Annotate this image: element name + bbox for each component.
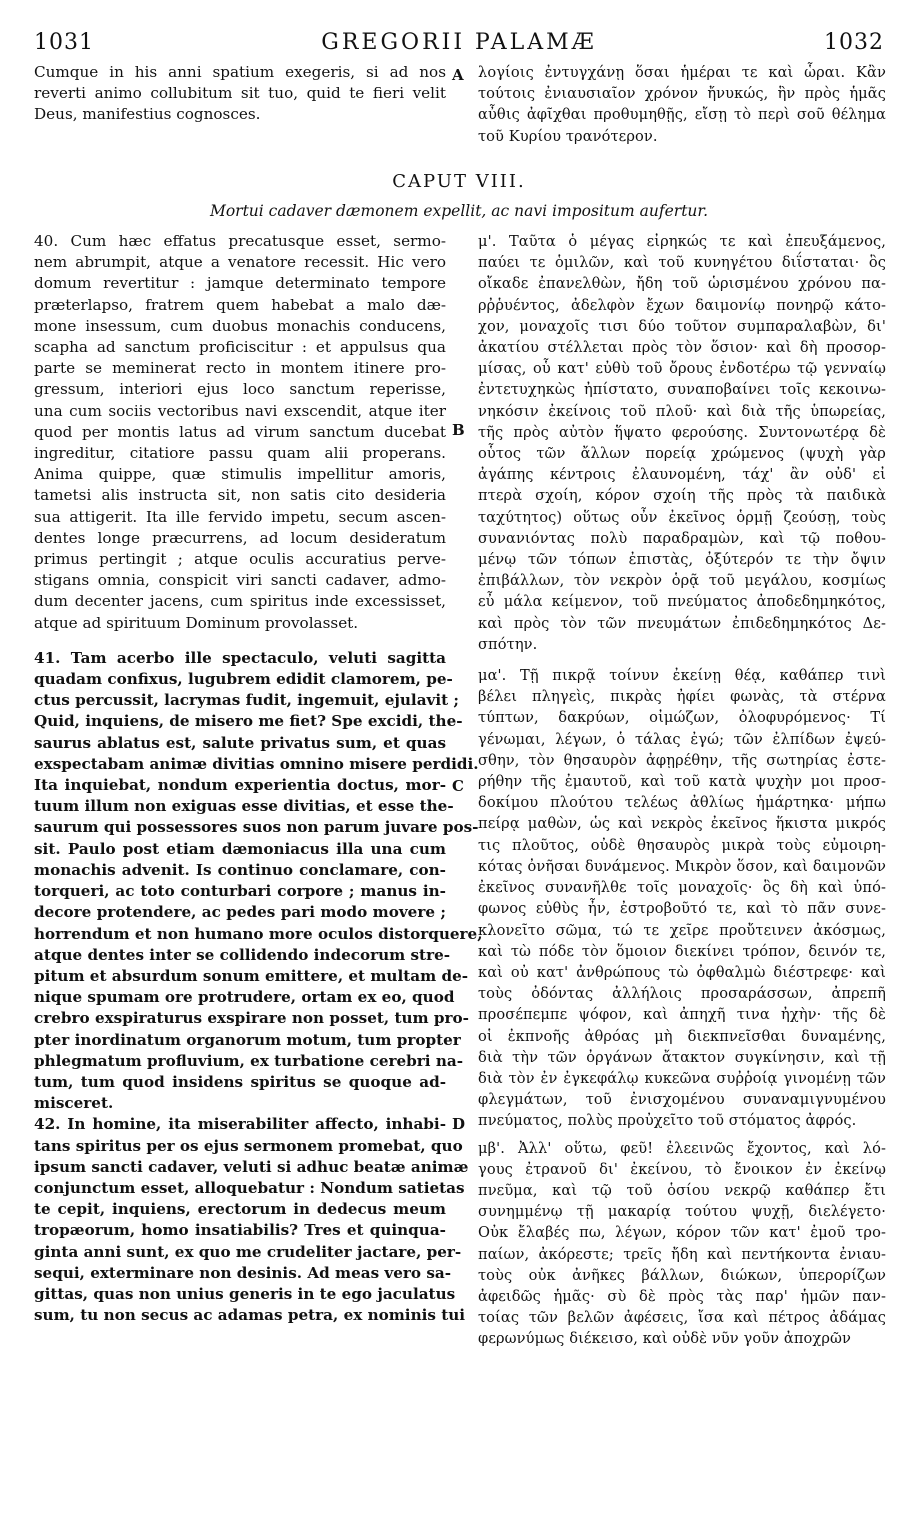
text-line: decore protendere, ac pedes pari modo movere ; — [34, 903, 446, 922]
text-line: ctus percussit, lacrymas fudit, ingemuit, ejulavit ; — [34, 691, 460, 710]
text-line: οἱ ἐκπνοῆς ἀθρόας μὴ διεκπνεῖσθαι δυναμένης, — [478, 1027, 886, 1045]
text-line: ἀγάπης κέντροις ἐλαυνομένη, τάχ' ἂν οὐδ' εἰ — [478, 466, 886, 484]
text-line: συνημμένῳ τῇ μακαρίᾳ τούτου ψυχῇ, διελέγετο· — [478, 1203, 886, 1221]
text-line: τοὺς ὀδόντας ἀλλήλοις προσαράσσων, ἀπρεπῆ — [478, 985, 886, 1003]
text-line: quadam confixus, lugubrem edidit clamorem, pe- — [34, 670, 453, 689]
margin-marker-b: B — [452, 421, 465, 439]
text-line: σπότην. — [478, 635, 538, 653]
text-line: tum, tum quod insidens spiritus se quoque ad- — [34, 1072, 446, 1091]
text-line: προσέπεμπε ψόφον, καὶ ἀπηχῆ τινα ἠχὴν· τῆς δὲ — [478, 1006, 886, 1024]
chapter-heading: CAPUT VIII. — [392, 171, 526, 192]
text-line: μβ'. Ἀλλ' οὕτω, φεῦ! ἐλεεινῶς ἔχοντος, καὶ λό- — [478, 1139, 886, 1157]
text-line: horrendum et non humano more oculos distorquere, — [34, 924, 483, 943]
text-line: ρήθην τῆς ἐμαυτοῦ, καὶ τοῦ κατὰ ψυχὴν μοι προσ- — [478, 773, 886, 791]
margin-marker-a: A — [452, 66, 464, 84]
page-number-left: 1031 — [34, 30, 94, 55]
text-line: misceret. — [34, 1094, 114, 1113]
text-line: συνανιόντας πολὺ παραδραμὼν, καὶ τῷ ποθου- — [478, 529, 886, 547]
text-line: βέλει πληγεὶς, πικρὰς ἠφίει φωνὰς, τὰ στέρνα — [478, 688, 886, 706]
text-line: ingreditur, citatiore passu quam alii properans. — [34, 444, 446, 463]
text-line: mone insessum, cum duobus monachis conducens, — [34, 316, 446, 335]
text-line: ἀκατίου στέλλεται πρὸς τὸν ὅσιον· καὶ δὴ προσορ- — [478, 339, 886, 357]
text-line: ρῤῥυέντος, ἀδελφὸν ἔχων δαιμονίῳ πονηρῷ κάτο- — [478, 296, 886, 314]
text-line: atque dentes inter se collidendo indecorum stre- — [34, 945, 451, 964]
page-header — [34, 30, 884, 60]
text-line: ginta anni sunt, ex quo me crudeliter jactare, per- — [34, 1242, 462, 1261]
text-line: πτερὰ σχοίη, κόρον σχοίη τῆς πρὸς τὰ παιδικὰ — [478, 487, 886, 505]
text-line: τύπτων, δακρύων, οἰμώζων, ὀλοφυρόμενος· Τί — [478, 709, 886, 727]
text-line: Ita inquiebat, nondum experientia doctus, mor- — [34, 776, 446, 795]
text-line: tametsi alis instructa sit, non satis cito desideria — [34, 486, 446, 505]
text-line: gittas, quas non unius generis in te ego jaculatus — [34, 1284, 456, 1303]
text-line: κλονεῖτο σῶμα, τώ τε χεῖρε προὔτεινεν ἀκόσμως, — [478, 921, 886, 939]
text-line: gressum, interiori ejus loco sanctum reperisse, — [34, 380, 446, 399]
text-line: sum, tu non secus ac adamas petra, ex nominis tui — [34, 1306, 466, 1325]
text-line: te cepit, inquiens, erectorum in dedecus meum — [34, 1200, 446, 1219]
text-line: ταχύτητος) οὕτως οὖν ἐκεῖνος ὁρμῇ ζεούσῃ, τοὺς — [478, 508, 886, 526]
text-line: parte se meminerat recto in montem itinere pro- — [34, 359, 446, 378]
text-line: dum decenter jacens, cum spiritus inde excessisset, — [34, 592, 446, 611]
page-number-right: 1032 — [824, 30, 884, 55]
text-line: λογίοις ἐντυγχάνῃ ὅσαι ἡμέραι τε καὶ ὧραι. Κἂν — [478, 64, 886, 81]
text-line: ἀφειδῶς ἡμᾶς· σὺ δὲ πρὸς τὰς παρ' ἡμῶν παν- — [478, 1287, 886, 1305]
text-line: nique spumam ore protrudere, ortam ex eo, quod — [34, 988, 455, 1007]
text-line: nem abrumpit, atque a venatore recessit. Hic vero — [34, 253, 446, 272]
text-line: reverti animo collubitum sit tuo, quid te fieri velit — [34, 84, 446, 103]
text-line: dentes longe præcurrens, ad locum desideratum — [34, 528, 446, 547]
text-line: μίσας, οὗ κατ' εὐθὺ τοῦ ὄρους ἐνδοτέρω τῷ γενναίῳ — [478, 360, 886, 378]
text-line: stigans omnia, conspicit viri sancti cadaver, admo- — [34, 571, 446, 590]
text-line: τῆς πρὸς αὐτὸν ἥψατο φερούσης. Συντονωτέρᾳ δὲ — [478, 423, 886, 441]
text-line: εὖ μάλα κείμενον, τοῦ πνεύματος ἀποδεδημηκότος, — [478, 593, 886, 611]
text-line: φερωνύμως διέκεισο, καὶ οὐδὲ νῦν γοῦν ἀποχρῶν — [478, 1330, 852, 1348]
text-line: σθην, τὸν θησαυρὸν ἀφῃρέθην, τῆς σωτηρίας ἐστε- — [478, 751, 886, 769]
text-line: πνεύματος, πολὺς προὐχεῖτο τοῦ στόματος ἀφρός. — [478, 1112, 857, 1130]
text-line: δοκίμου πλούτου τελέως ἀθλίως ἡμάρτηκα· μήπω — [478, 794, 886, 812]
text-line: primus pertingit ; atque oculis accuratius perve- — [34, 550, 446, 569]
text-line: αὖθις ἀφῖχθαι προθυμηθῇς, εἴσῃ τὸ περὶ σοῦ θέλημα — [478, 106, 886, 124]
text-line: ἐκεῖνος συνανῆλθε τοῖς μοναχοῖς· ὃς δὴ καὶ ὑπό- — [478, 879, 886, 897]
text-line: κότας ὀνῆσαι δυνάμενος. Μικρὸν ὅσον, καὶ δαιμονῶν — [478, 857, 886, 875]
text-line: ἐντετυχηκὼς ἠπίστατο, συναποβαίνει τοῖς κεκοινω- — [478, 381, 886, 399]
text-line: atque ad spirituum Dominum provolasset. — [34, 613, 359, 632]
text-line: τοίας τῶν βελῶν ἀφέσεις, ἴσα καὶ πέτρος ἀδάμας — [478, 1309, 886, 1327]
text-line: πνεῦμα, καὶ τῷ τοῦ ὁσίου νεκρῷ καθάπερ ἔτι — [478, 1181, 886, 1199]
text-line: tuum illum non exiguas esse divitias, et esse the- — [34, 797, 454, 816]
text-line: παύει τε ὁμιλῶν, καὶ τοῦ κυνηγέτου διΐσταται· ὃς — [478, 254, 886, 272]
text-line: saurus ablatus est, salute privatus sum, et quas — [34, 733, 446, 752]
text-line: domum revertitur : jamque determinato tempore — [34, 274, 446, 293]
latin-paragraph-42 — [34, 1114, 469, 1326]
text-line: παίων, ἀκόρεστε; τρεῖς ἤδη καὶ πεντήκοντα ἐνιαυ- — [478, 1245, 886, 1263]
text-line: νηκόσιν ἐκείνοις τοῦ πλοῦ· καὶ διὰ τῆς ὑπωρείας, — [478, 402, 886, 420]
text-line: saurum qui possessores suos non parum juvare pos- — [34, 818, 479, 837]
text-line: φλεγμάτων, τοῦ ἐνισχομένου συναναμιγνυμένου — [478, 1091, 886, 1109]
text-line: 42. In homine, ita miserabiliter affecto, inhabi- — [34, 1115, 446, 1134]
text-line: crebro exspiraturus exspirare non posset, tum pro- — [34, 1009, 469, 1028]
text-line: præterlapso, fratrem quem habebat a malo dæ- — [34, 295, 446, 314]
text-line: φωνος εὐθὺς ἦν, ἐστροβοῦτό τε, καὶ τὸ πᾶν συνε- — [478, 900, 886, 918]
text-line: 40. Cum hæc effatus precatusque esset, sermo- — [34, 232, 446, 250]
text-line: τις πλοῦτος, οὐδὲ θησαυρὸς μικρὰ τοὺς εὐμοιρη- — [478, 836, 886, 854]
text-line: 41. Tam acerbo ille spectaculo, veluti sagitta — [34, 648, 446, 667]
text-line: sequi, exterminare non desinis. Ad meas vero sa- — [34, 1263, 452, 1282]
text-line: phlegmatum profluvium, ex turbatione cerebri na- — [34, 1051, 464, 1070]
latin-paragraph-40 — [34, 231, 446, 634]
text-line: Anima quippe, quæ stimulis impellitur amoris, — [34, 465, 446, 484]
text-line: quod per montis latus ad virum sanctum ducebat — [34, 422, 446, 441]
text-line: exspectabam animæ divitias omnino misere perdidi. — [34, 754, 479, 773]
text-line: scapha ad sanctum proficiscitur : et appulsus qua — [34, 338, 446, 357]
greek-paragraph-40 — [478, 231, 886, 655]
text-line: tans spiritus per os ejus sermonem promebat, quo — [34, 1136, 463, 1155]
text-line: Οὐκ ἔλαβές πω, λέγων, κόρον τῶν κατ' ἐμοῦ τρο- — [478, 1224, 886, 1242]
text-line: conjunctum esset, alloquebatur : Nondum satietas — [34, 1178, 465, 1197]
text-line: Cumque in his anni spatium exegeris, si ad nos — [34, 63, 446, 81]
text-line: τοὺς οὐκ ἀνῆκες βάλλων, διώκων, ὑπερορίζων — [478, 1266, 886, 1284]
text-line: πείρᾳ μαθὼν, ὡς καὶ νεκρὸς ἐκεῖνος ἥκιστα μικρός — [478, 815, 886, 833]
text-line: οἴκαδε ἐπανελθὼν, ἤδη τοῦ ὡρισμένου χρόνου πα- — [478, 275, 886, 293]
text-line: οὗτος τῶν ἄλλων πορείᾳ χρώμενος (ψυχὴ γὰρ — [478, 445, 886, 463]
text-line: ἐπιβάλλων, τὸν νεκρὸν ὁρᾷ τοῦ μεγάλου, κοσμίως — [478, 572, 886, 590]
text-line: ipsum sancti cadaver, veluti si adhuc beatæ animæ — [34, 1157, 469, 1176]
text-line: τούτοις ἐνιαυσιαῖον χρόνον ἤνυκώς, ἣν πρὸς ἡμᾶς — [478, 85, 886, 103]
greek-intro — [478, 62, 886, 147]
text-line: Deus, manifestius cognosces. — [34, 105, 261, 124]
text-line: tropæorum, homo insatiabilis? Tres et quinqua- — [34, 1221, 446, 1240]
text-line: διὰ τὸν ἐν ἐγκεφάλῳ κυκεῶνα συῤῥοίᾳ γινομένῃ τῶν — [478, 1069, 886, 1087]
margin-marker-c: C — [452, 777, 464, 795]
text-line: pitum et absurdum sonum emittere, et multam de- — [34, 966, 469, 985]
text-line: monachis advenit. Is continuo conclamare, con- — [34, 860, 446, 879]
margin-marker-d: D — [452, 1115, 466, 1133]
text-line: διὰ τὴν τῶν ὀργάνων ἄτακτον συγκίνησιν, καὶ τῇ — [478, 1048, 886, 1066]
latin-paragraph-41 — [34, 648, 483, 1114]
latin-intro — [34, 62, 446, 126]
text-line: μένῳ τῶν τόπων ἐπιστὰς, ὀξύτερόν τε τὴν ὄψιν — [478, 551, 886, 569]
text-line: torqueri, ac toto conturbari corpore ; manus in- — [34, 882, 446, 901]
greek-column — [478, 231, 886, 1350]
text-line: τοῦ Κυρίου τρανότερον. — [478, 127, 658, 145]
greek-paragraph-42 — [478, 1138, 886, 1350]
text-line: μα'. Τῇ πικρᾷ τοίνυν ἐκείνῃ θέᾳ, καθάπερ τινὶ — [478, 667, 886, 685]
text-line: χον, μοναχοῖς τισι δύο τοῦτον συμπαραλαβὼν, δι' — [478, 317, 886, 335]
greek-paragraph-41 — [478, 665, 886, 1131]
text-line: Quid, inquiens, de misero me fiet? Spe excidi, the- — [34, 712, 463, 731]
text-line: pter inordinatum organorum motum, tum propter — [34, 1030, 461, 1049]
text-line: γένωμαι, λέγων, ὁ τάλας ἐγώ; τῶν ἐλπίδων ἐψεύ- — [478, 730, 886, 748]
text-line: γους ἐτρανοῦ δι' ἐκείνου, τὸ ἔνοικον ἐν ἐκείνῳ — [478, 1160, 886, 1178]
chapter-summary: Mortui cadaver dæmonem expellit, ac navi impositum aufertur. — [209, 202, 709, 220]
running-title: GREGORII PALAMÆ — [321, 30, 597, 55]
text-line: μ'. Ταῦτα ὁ μέγας εἰρηκώς τε καὶ ἐπευξάμενος, — [478, 233, 886, 250]
text-line: una cum sociis vectoribus navi exscendit, atque iter — [34, 401, 446, 420]
text-line: καὶ τὼ πόδε τὸν ὅμοιον διεκίνει τρόπον, δεινόν τε, — [478, 942, 886, 960]
text-line: καὶ πρὸς τὸν τῶν πνευμάτων ἐπιδεδημηκότος Δε- — [478, 614, 886, 632]
latin-column — [34, 231, 483, 1326]
text-line: sit. Paulo post etiam dæmoniacus illa una cum — [34, 839, 446, 858]
text-line: καὶ οὐ κατ' ἀνθρώπους τὼ ὀφθαλμὼ διέστρεφε· καὶ — [478, 963, 886, 981]
text-line: sua attigerit. Ita ille fervido impetu, secum ascen- — [34, 507, 446, 526]
